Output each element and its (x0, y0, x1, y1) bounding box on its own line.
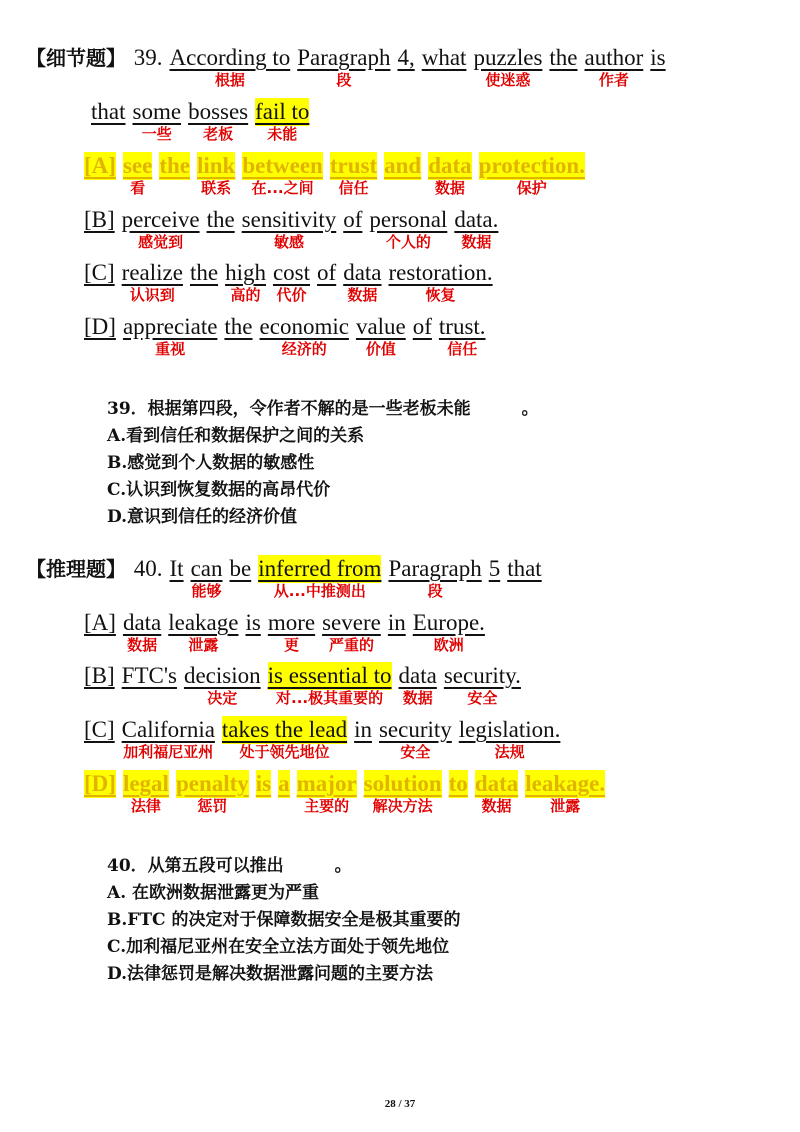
english-word (175, 770, 249, 815)
word-text: appreciate (122, 314, 218, 339)
word-text: of (317, 260, 337, 285)
english-word (584, 44, 644, 89)
chinese-gloss: 使迷惑 (485, 71, 531, 89)
word-text: It (169, 556, 184, 581)
chinese-gloss: 在...之间 (251, 179, 314, 197)
word-text: the (189, 260, 219, 285)
word-text: what (421, 45, 467, 70)
word-text: and (384, 153, 422, 178)
word-text: data (398, 663, 437, 688)
english-word (183, 662, 261, 707)
q40-zh-option-c: C.加利福尼亚州在安全立法方面处于领先地位 (107, 937, 450, 957)
english-word (225, 259, 266, 304)
word-text: economic (259, 314, 349, 339)
english-word (378, 716, 452, 761)
option-label: [D] (84, 771, 116, 796)
english-word (507, 555, 542, 583)
english-word (398, 662, 437, 707)
word-text: Paragraph (388, 556, 482, 581)
word-text: link (196, 153, 236, 178)
english-word (122, 313, 218, 358)
word-text: Paragraph (297, 45, 391, 70)
english-word (256, 770, 271, 798)
q40-stem-line1 (26, 555, 549, 600)
english-word (412, 609, 485, 654)
english-word (384, 152, 421, 180)
english-word (449, 770, 468, 798)
q39-zh-option-b: B.感觉到个人数据的敏感性 (107, 453, 315, 473)
chinese-gloss: 主要的 (304, 797, 350, 815)
english-word (121, 259, 183, 304)
chinese-gloss: 认识到 (129, 286, 175, 304)
english-word (650, 44, 665, 72)
word-text: high (225, 260, 266, 285)
english-word (122, 662, 177, 690)
word-text: Europe. (412, 610, 485, 635)
word-text: major (296, 771, 357, 796)
chinese-gloss: 决定 (207, 689, 238, 707)
english-word (190, 555, 223, 600)
q40-option-b (84, 662, 528, 707)
word-text: is (245, 610, 261, 635)
chinese-gloss: 价值 (365, 340, 396, 358)
english-word (259, 313, 349, 358)
chinese-gloss: 未能 (267, 125, 298, 143)
word-text: is (650, 45, 666, 70)
page-number: 28 / 37 (384, 1098, 416, 1110)
q40-option-d (84, 770, 612, 815)
chinese-gloss: 段 (427, 582, 443, 600)
chinese-gloss: 根据 (214, 71, 245, 89)
word-text: data. (454, 207, 499, 232)
english-word (170, 555, 184, 583)
q39-zh-option-c: C.认识到恢复数据的高昂代价 (107, 480, 331, 500)
word-text: a (278, 771, 290, 796)
english-word (525, 770, 606, 815)
word-text: to (448, 771, 468, 796)
word-text: some (132, 99, 182, 124)
chinese-gloss: 泄露 (550, 797, 581, 815)
word-text: between (242, 153, 323, 178)
word-text: 5 (488, 556, 501, 581)
english-word (134, 44, 163, 72)
english-word (322, 609, 381, 654)
word-text: the (549, 45, 578, 70)
q40-zh-option-d: D.法律惩罚是解决数据泄露问题的主要方法 (107, 964, 434, 984)
english-word (388, 555, 482, 600)
english-word (267, 609, 316, 654)
english-word (363, 770, 442, 815)
word-text: protection. (478, 153, 585, 178)
english-word (413, 313, 432, 341)
english-word (132, 98, 182, 143)
english-word (388, 609, 406, 637)
english-word (168, 609, 239, 654)
english-word (343, 259, 382, 304)
word-text: data (122, 610, 162, 635)
english-word (121, 206, 200, 251)
chinese-gloss: 惩罚 (197, 797, 228, 815)
q39-zh-option-a: A.看到信任和数据保护之间的关系 (107, 426, 365, 446)
chinese-gloss: 安全 (467, 689, 498, 707)
chinese-gloss: 老板 (203, 125, 234, 143)
word-text: leakage. (525, 771, 606, 796)
chinese-gloss: 对...极其重要的 (276, 689, 384, 707)
word-text: more (267, 610, 316, 635)
english-word (241, 206, 337, 251)
word-text: in (387, 610, 406, 635)
word-text: California (121, 717, 215, 742)
q39-zh-stem: 39．根据第四段，令作者不解的是一些老板未能 。 (107, 399, 539, 419)
chinese-gloss: 解决方法 (372, 797, 433, 815)
chinese-gloss: 数据 (347, 286, 378, 304)
english-word (428, 152, 472, 197)
q40-type-tag: 【推理题】 (26, 557, 126, 581)
q40-zh-stem: 40．从第五段可以推出 。 (107, 856, 352, 876)
english-word (443, 662, 521, 707)
word-text: penalty (175, 771, 249, 796)
word-text: the (206, 207, 235, 232)
english-word (196, 152, 236, 197)
english-word (134, 555, 163, 583)
word-text: security. (443, 663, 521, 688)
word-text: legal (122, 771, 169, 796)
chinese-gloss: 法规 (494, 743, 525, 761)
chinese-gloss: 严重的 (328, 636, 374, 654)
word-text: 4, (397, 45, 415, 70)
chinese-gloss: 信任 (338, 179, 369, 197)
q40-option-c (84, 716, 567, 761)
word-text: cost (272, 260, 311, 285)
word-text: legislation. (458, 717, 561, 742)
english-word (422, 44, 467, 72)
english-word (169, 44, 291, 89)
word-text: 39. (133, 45, 163, 70)
english-word (122, 609, 162, 654)
english-word (122, 152, 153, 197)
chinese-gloss: 保护 (516, 179, 547, 197)
chinese-gloss: 从...中推测出 (273, 582, 366, 600)
english-word (369, 206, 448, 251)
word-text: see (122, 153, 153, 178)
english-word (267, 662, 392, 707)
english-word (255, 98, 310, 143)
chinese-gloss: 联系 (201, 179, 232, 197)
word-text: security (378, 717, 452, 742)
english-word (388, 259, 493, 304)
english-word (122, 770, 169, 815)
word-text: of (412, 314, 432, 339)
english-word (221, 716, 348, 761)
word-text: author (584, 45, 644, 70)
word-text: can (190, 556, 223, 581)
chinese-gloss: 能够 (191, 582, 222, 600)
word-text: trust. (438, 314, 486, 339)
english-word (258, 555, 382, 600)
word-text: the (159, 153, 190, 178)
english-word (355, 313, 406, 358)
word-text: realize (121, 260, 183, 285)
word-text: restoration. (388, 260, 493, 285)
english-word (296, 770, 357, 815)
word-text: inferred from (258, 556, 382, 581)
q39-option-c (84, 259, 500, 304)
english-word (317, 259, 336, 287)
english-word (121, 716, 215, 761)
english-word (354, 716, 372, 744)
english-word (278, 770, 290, 798)
chinese-gloss: 高的 (230, 286, 261, 304)
chinese-gloss: 处于领先地位 (239, 743, 330, 761)
english-word (489, 555, 501, 583)
word-text: According to (169, 45, 291, 70)
q40-zh-option-a: A. 在欧洲数据泄露更为严重 (107, 883, 320, 903)
english-word (91, 98, 126, 126)
english-word (458, 716, 561, 761)
chinese-gloss: 个人的 (385, 233, 431, 251)
chinese-gloss: 更 (283, 636, 299, 654)
word-text: of (343, 207, 363, 232)
word-text: in (354, 717, 372, 742)
english-word (397, 44, 414, 72)
chinese-gloss: 一些 (141, 125, 172, 143)
english-word (478, 152, 585, 197)
option-label: [C] (84, 717, 115, 742)
word-text: is essential to (267, 663, 392, 688)
english-word (297, 44, 391, 89)
q39-zh-option-d: D.意识到信任的经济价值 (107, 507, 298, 527)
word-text: that (507, 556, 542, 581)
q39-stem-line2 (91, 98, 316, 143)
word-text: solution (363, 771, 442, 796)
word-text: be (229, 556, 252, 581)
english-word (242, 152, 323, 197)
word-text: bosses (188, 99, 249, 124)
q39-type-tag: 【细节题】 (26, 46, 126, 70)
english-word (438, 313, 486, 358)
word-text: fail to (255, 99, 310, 124)
english-word (224, 313, 252, 341)
english-word (343, 206, 362, 234)
option-label: [A] (84, 610, 116, 635)
chinese-gloss: 数据 (434, 179, 465, 197)
option-label: [B] (84, 663, 115, 688)
chinese-gloss: 泄露 (188, 636, 219, 654)
english-word (474, 770, 519, 815)
word-text: severe (322, 610, 381, 635)
word-text: that (91, 99, 126, 124)
chinese-gloss: 作者 (598, 71, 629, 89)
word-text: personal (369, 207, 448, 232)
word-text: 40. (133, 556, 163, 581)
word-text: takes the lead (221, 717, 348, 742)
q40-zh-option-b: B.FTC 的决定对于保障数据安全是极其重要的 (107, 910, 461, 930)
chinese-gloss: 看 (130, 179, 146, 197)
word-text: trust (329, 153, 378, 178)
english-word (190, 259, 218, 287)
chinese-gloss: 代价 (276, 286, 307, 304)
chinese-gloss: 重视 (155, 340, 186, 358)
word-text: perceive (121, 207, 200, 232)
chinese-gloss: 恢复 (425, 286, 456, 304)
english-word (272, 259, 311, 304)
q39-option-b (84, 206, 505, 251)
word-text: puzzles (473, 45, 543, 70)
chinese-gloss: 信任 (447, 340, 478, 358)
english-word (207, 206, 235, 234)
word-text: FTC's (121, 663, 177, 688)
chinese-gloss: 法律 (130, 797, 161, 815)
word-text: value (355, 314, 406, 339)
english-word (549, 44, 577, 72)
chinese-gloss: 经济的 (281, 340, 327, 358)
english-word (329, 152, 378, 197)
option-label: [A] (84, 153, 116, 178)
word-text: leakage (168, 610, 239, 635)
chinese-gloss: 数据 (461, 233, 492, 251)
chinese-gloss: 段 (336, 71, 352, 89)
word-text: decision (183, 663, 261, 688)
option-label: [D] (84, 314, 116, 339)
english-word (473, 44, 543, 89)
q39-stem-line1 (26, 44, 673, 89)
word-text: the (224, 314, 253, 339)
chinese-gloss: 感觉到 (138, 233, 184, 251)
q39-option-d (84, 313, 493, 358)
english-word (245, 609, 260, 637)
option-label: [B] (84, 207, 115, 232)
word-text: sensitivity (241, 207, 337, 232)
chinese-gloss: 欧洲 (433, 636, 464, 654)
chinese-gloss: 敏感 (273, 233, 304, 251)
q39-option-a (84, 152, 592, 197)
chinese-gloss: 加利福尼亚州 (123, 743, 214, 761)
chinese-gloss: 安全 (400, 743, 431, 761)
english-word (229, 555, 251, 583)
chinese-gloss: 数据 (127, 636, 158, 654)
word-text: data (474, 771, 519, 796)
option-label: [C] (84, 260, 115, 285)
chinese-gloss: 数据 (481, 797, 512, 815)
chinese-gloss: 数据 (402, 689, 433, 707)
q40-option-a (84, 609, 492, 654)
word-text: data (428, 153, 472, 178)
word-text: is (255, 771, 272, 796)
word-text: data (343, 260, 382, 285)
english-word (159, 152, 190, 180)
english-word (188, 98, 249, 143)
english-word (454, 206, 499, 251)
